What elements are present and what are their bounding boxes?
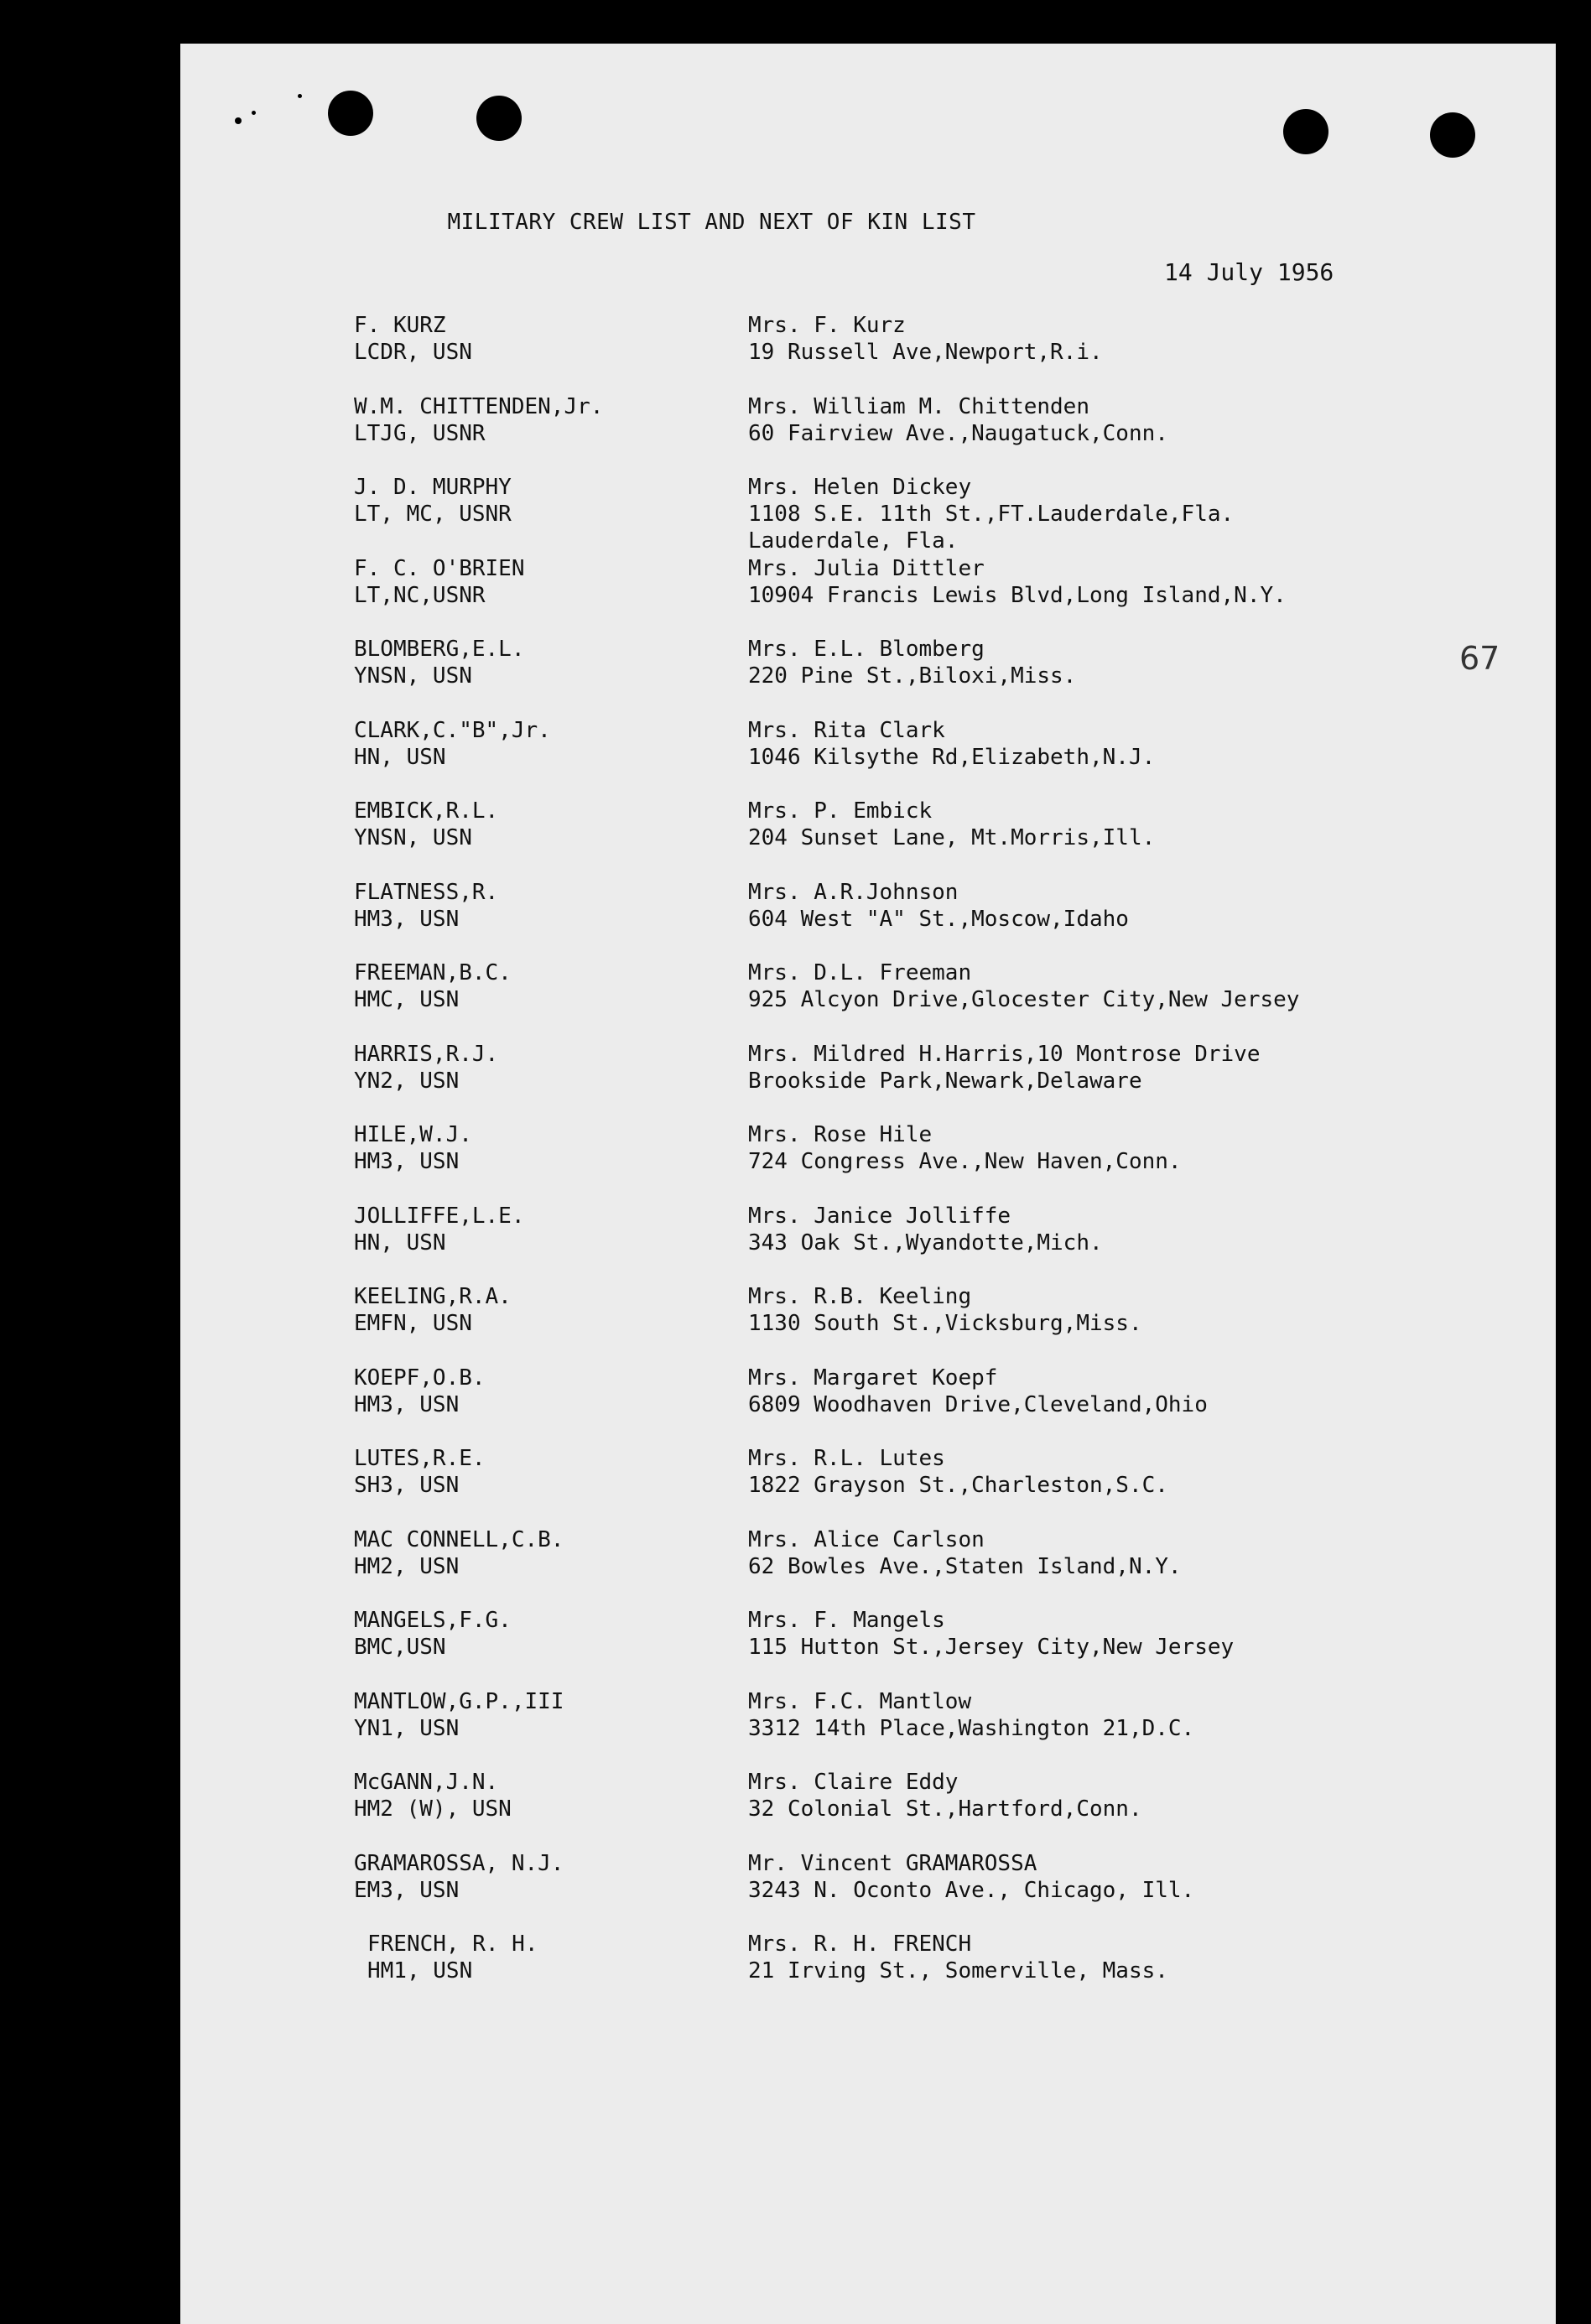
list-item — [354, 1445, 1360, 1526]
list-item — [354, 1526, 1360, 1608]
kin-name: Mrs. R. H. FRENCH — [748, 1931, 972, 1957]
list-item — [354, 393, 1360, 475]
punch-hole-top-left-2 — [476, 96, 522, 141]
next-of-kin — [748, 555, 1369, 609]
crew-member — [354, 798, 731, 851]
crew-name: F. C. O'BRIEN — [354, 555, 525, 581]
crew-name: KEELING,R.A. — [354, 1284, 512, 1309]
crew-name: LUTES,R.E. — [354, 1446, 486, 1471]
list-item — [354, 636, 1360, 717]
scan-speck — [252, 111, 256, 115]
list-item — [354, 1121, 1360, 1203]
crew-rank: HN, USN — [354, 1230, 446, 1256]
list-item — [354, 1607, 1360, 1688]
crew-rank: YNSN, USN — [354, 825, 472, 850]
kin-address: 925 Alcyon Drive,Glocester City,New Jersey — [748, 987, 1300, 1012]
kin-name: Mrs. Alice Carlson — [748, 1526, 985, 1552]
next-of-kin — [748, 474, 1369, 554]
crew-name: FREEMAN,B.C. — [354, 960, 512, 985]
list-item — [354, 1769, 1360, 1850]
kin-name: Mrs. F. Kurz — [748, 313, 906, 338]
crew-member — [354, 1203, 731, 1256]
crew-rank: YN2, USN — [354, 1068, 460, 1094]
list-item — [354, 879, 1360, 960]
crew-name: CLARK,C."B",Jr. — [354, 717, 551, 743]
kin-address: 19 Russell Ave,Newport,R.i. — [748, 340, 1103, 365]
crew-name: FLATNESS,R. — [354, 879, 499, 905]
list-item — [354, 1203, 1360, 1284]
crew-rank: EM3, USN — [354, 1877, 460, 1903]
list-item — [354, 1283, 1360, 1365]
crew-name: MAC CONNELL,C.B. — [354, 1526, 564, 1552]
crew-rank: LT,NC,USNR — [354, 582, 486, 608]
next-of-kin — [748, 1688, 1369, 1742]
list-item — [354, 1041, 1360, 1122]
crew-member — [354, 959, 731, 1013]
next-of-kin — [748, 312, 1369, 366]
list-item — [354, 474, 1360, 555]
crew-member — [367, 1931, 745, 1984]
crew-name: FRENCH, R. H. — [367, 1931, 538, 1957]
kin-name: Mrs. D.L. Freeman — [748, 960, 972, 985]
list-item — [354, 717, 1360, 798]
kin-address: 32 Colonial St.,Hartford,Conn. — [748, 1796, 1142, 1822]
crew-member — [354, 636, 731, 689]
crew-rank: BMC,USN — [354, 1635, 446, 1660]
next-of-kin — [748, 1365, 1369, 1418]
punch-hole-top-left-1 — [328, 91, 373, 136]
kin-address: 604 West "A" St.,Moscow,Idaho — [748, 906, 1129, 932]
kin-address: 1130 South St.,Vicksburg,Miss. — [748, 1311, 1142, 1336]
crew-member — [354, 1607, 731, 1661]
crew-member — [354, 312, 731, 366]
kin-name: Mrs. Claire Eddy — [748, 1770, 959, 1795]
crew-rank: LTJG, USNR — [354, 420, 486, 446]
crew-rank: LCDR, USN — [354, 340, 472, 365]
crew-member — [354, 879, 731, 933]
next-of-kin — [748, 393, 1369, 447]
list-item — [354, 1688, 1360, 1770]
scan-speck — [298, 94, 302, 98]
crew-rank: HM1, USN — [367, 1958, 473, 1983]
crew-name: EMBICK,R.L. — [354, 798, 499, 824]
crew-name: J. D. MURPHY — [354, 475, 512, 500]
crew-member — [354, 1769, 731, 1822]
list-item — [354, 312, 1360, 393]
next-of-kin — [748, 1526, 1369, 1580]
scan-speck — [235, 117, 242, 124]
next-of-kin — [748, 717, 1369, 771]
crew-name: HILE,W.J. — [354, 1122, 472, 1147]
crew-member — [354, 717, 731, 771]
kin-address: 724 Congress Ave.,New Haven,Conn. — [748, 1149, 1182, 1174]
crew-member — [354, 1688, 731, 1742]
kin-name: Mrs. Julia Dittler — [748, 555, 985, 581]
document-date: 14 July 1956 — [1164, 258, 1334, 286]
list-item — [354, 959, 1360, 1041]
crew-rank: LT, MC, USNR — [354, 502, 512, 527]
crew-member — [354, 1041, 731, 1094]
next-of-kin — [748, 1203, 1369, 1256]
kin-name: Mrs. Mildred H.Harris,10 Montrose Drive — [748, 1041, 1261, 1067]
crew-rank: YN1, USN — [354, 1715, 460, 1741]
crew-name: HARRIS,R.J. — [354, 1041, 499, 1067]
kin-address: 21 Irving St., Somerville, Mass. — [748, 1958, 1168, 1983]
crew-rank: YNSN, USN — [354, 663, 472, 689]
kin-address: 1822 Grayson St.,Charleston,S.C. — [748, 1473, 1168, 1498]
crew-member — [354, 1121, 731, 1175]
kin-name: Mrs. F. Mangels — [748, 1608, 945, 1633]
kin-name: Mrs. R.L. Lutes — [748, 1446, 945, 1471]
list-item — [354, 1931, 1360, 2012]
kin-address: Lauderdale, Fla. — [748, 528, 959, 554]
crew-list — [354, 312, 1360, 2012]
next-of-kin — [748, 1445, 1369, 1499]
kin-name: Mrs. A.R.Johnson — [748, 879, 959, 905]
list-item — [354, 798, 1360, 879]
crew-name: MANTLOW,G.P.,III — [354, 1688, 564, 1714]
kin-address: 1046 Kilsythe Rd,Elizabeth,N.J. — [748, 744, 1156, 770]
list-item — [354, 1365, 1360, 1446]
kin-name: Mrs. P. Embick — [748, 798, 933, 824]
crew-rank: HM2 (W), USN — [354, 1796, 512, 1822]
crew-name: JOLLIFFE,L.E. — [354, 1203, 525, 1229]
kin-name: Mrs. F.C. Mantlow — [748, 1688, 972, 1714]
punch-hole-top-right-2 — [1430, 112, 1475, 158]
crew-rank: HMC, USN — [354, 987, 460, 1012]
crew-rank: HM3, USN — [354, 906, 460, 932]
crew-name: GRAMAROSSA, N.J. — [354, 1850, 564, 1876]
crew-member — [354, 1365, 731, 1418]
kin-address: 115 Hutton St.,Jersey City,New Jersey — [748, 1635, 1235, 1660]
page-number: 67 — [1459, 640, 1500, 677]
crew-member — [354, 393, 731, 447]
kin-address: 10904 Francis Lewis Blvd,Long Island,N.Y. — [748, 582, 1287, 608]
crew-name: KOEPF,O.B. — [354, 1365, 486, 1391]
next-of-kin — [748, 879, 1369, 933]
punch-hole-top-right-1 — [1283, 109, 1328, 154]
kin-name: Mrs. Helen Dickey — [748, 475, 972, 500]
kin-name: Mr. Vincent GRAMAROSSA — [748, 1850, 1037, 1876]
crew-name: McGANN,J.N. — [354, 1770, 499, 1795]
crew-rank: SH3, USN — [354, 1473, 460, 1498]
crew-member — [354, 474, 731, 528]
kin-name: Mrs. Margaret Koepf — [748, 1365, 998, 1391]
kin-name: Mrs. Janice Jolliffe — [748, 1203, 1011, 1229]
crew-name: MANGELS,F.G. — [354, 1608, 512, 1633]
crew-member — [354, 1850, 731, 1904]
crew-member — [354, 555, 731, 609]
next-of-kin — [748, 1121, 1369, 1175]
next-of-kin — [748, 1931, 1369, 1984]
kin-name: Mrs. Rose Hile — [748, 1122, 933, 1147]
crew-rank: HN, USN — [354, 744, 446, 770]
next-of-kin — [748, 636, 1369, 689]
crew-member — [354, 1283, 731, 1337]
list-item — [354, 555, 1360, 637]
next-of-kin — [748, 1850, 1369, 1904]
list-item — [354, 1850, 1360, 1931]
kin-name: Mrs. R.B. Keeling — [748, 1284, 972, 1309]
next-of-kin — [748, 1283, 1369, 1337]
kin-address: 343 Oak St.,Wyandotte,Mich. — [748, 1230, 1103, 1256]
kin-address: 60 Fairview Ave.,Naugatuck,Conn. — [748, 420, 1168, 446]
crew-rank: EMFN, USN — [354, 1311, 472, 1336]
crew-rank: HM3, USN — [354, 1391, 460, 1417]
kin-address: 6809 Woodhaven Drive,Cleveland,Ohio — [748, 1391, 1208, 1417]
document-title: MILITARY CREW LIST AND NEXT OF KIN LIST — [447, 210, 976, 235]
crew-member — [354, 1445, 731, 1499]
kin-address: 62 Bowles Ave.,Staten Island,N.Y. — [748, 1553, 1182, 1579]
crew-member — [354, 1526, 731, 1580]
next-of-kin — [748, 1041, 1369, 1094]
kin-address: 3243 N. Oconto Ave., Chicago, Ill. — [748, 1877, 1195, 1903]
crew-name: F. KURZ — [354, 313, 446, 338]
kin-address: 204 Sunset Lane, Mt.Morris,Ill. — [748, 825, 1156, 850]
crew-name: W.M. CHITTENDEN,Jr. — [354, 393, 604, 419]
kin-name: Mrs. Rita Clark — [748, 717, 945, 743]
crew-rank: HM3, USN — [354, 1149, 460, 1174]
next-of-kin — [748, 1607, 1369, 1661]
next-of-kin — [748, 798, 1369, 851]
next-of-kin — [748, 959, 1369, 1013]
kin-address: 1108 S.E. 11th St.,FT.Lauderdale,Fla. — [748, 502, 1235, 527]
kin-name: Mrs. E.L. Blomberg — [748, 637, 985, 662]
kin-name: Mrs. William M. Chittenden — [748, 393, 1089, 419]
kin-address: 3312 14th Place,Washington 21,D.C. — [748, 1715, 1195, 1741]
kin-address: Brookside Park,Newark,Delaware — [748, 1068, 1142, 1094]
crew-name: BLOMBERG,E.L. — [354, 637, 525, 662]
kin-address: 220 Pine St.,Biloxi,Miss. — [748, 663, 1077, 689]
next-of-kin — [748, 1769, 1369, 1822]
crew-rank: HM2, USN — [354, 1553, 460, 1579]
